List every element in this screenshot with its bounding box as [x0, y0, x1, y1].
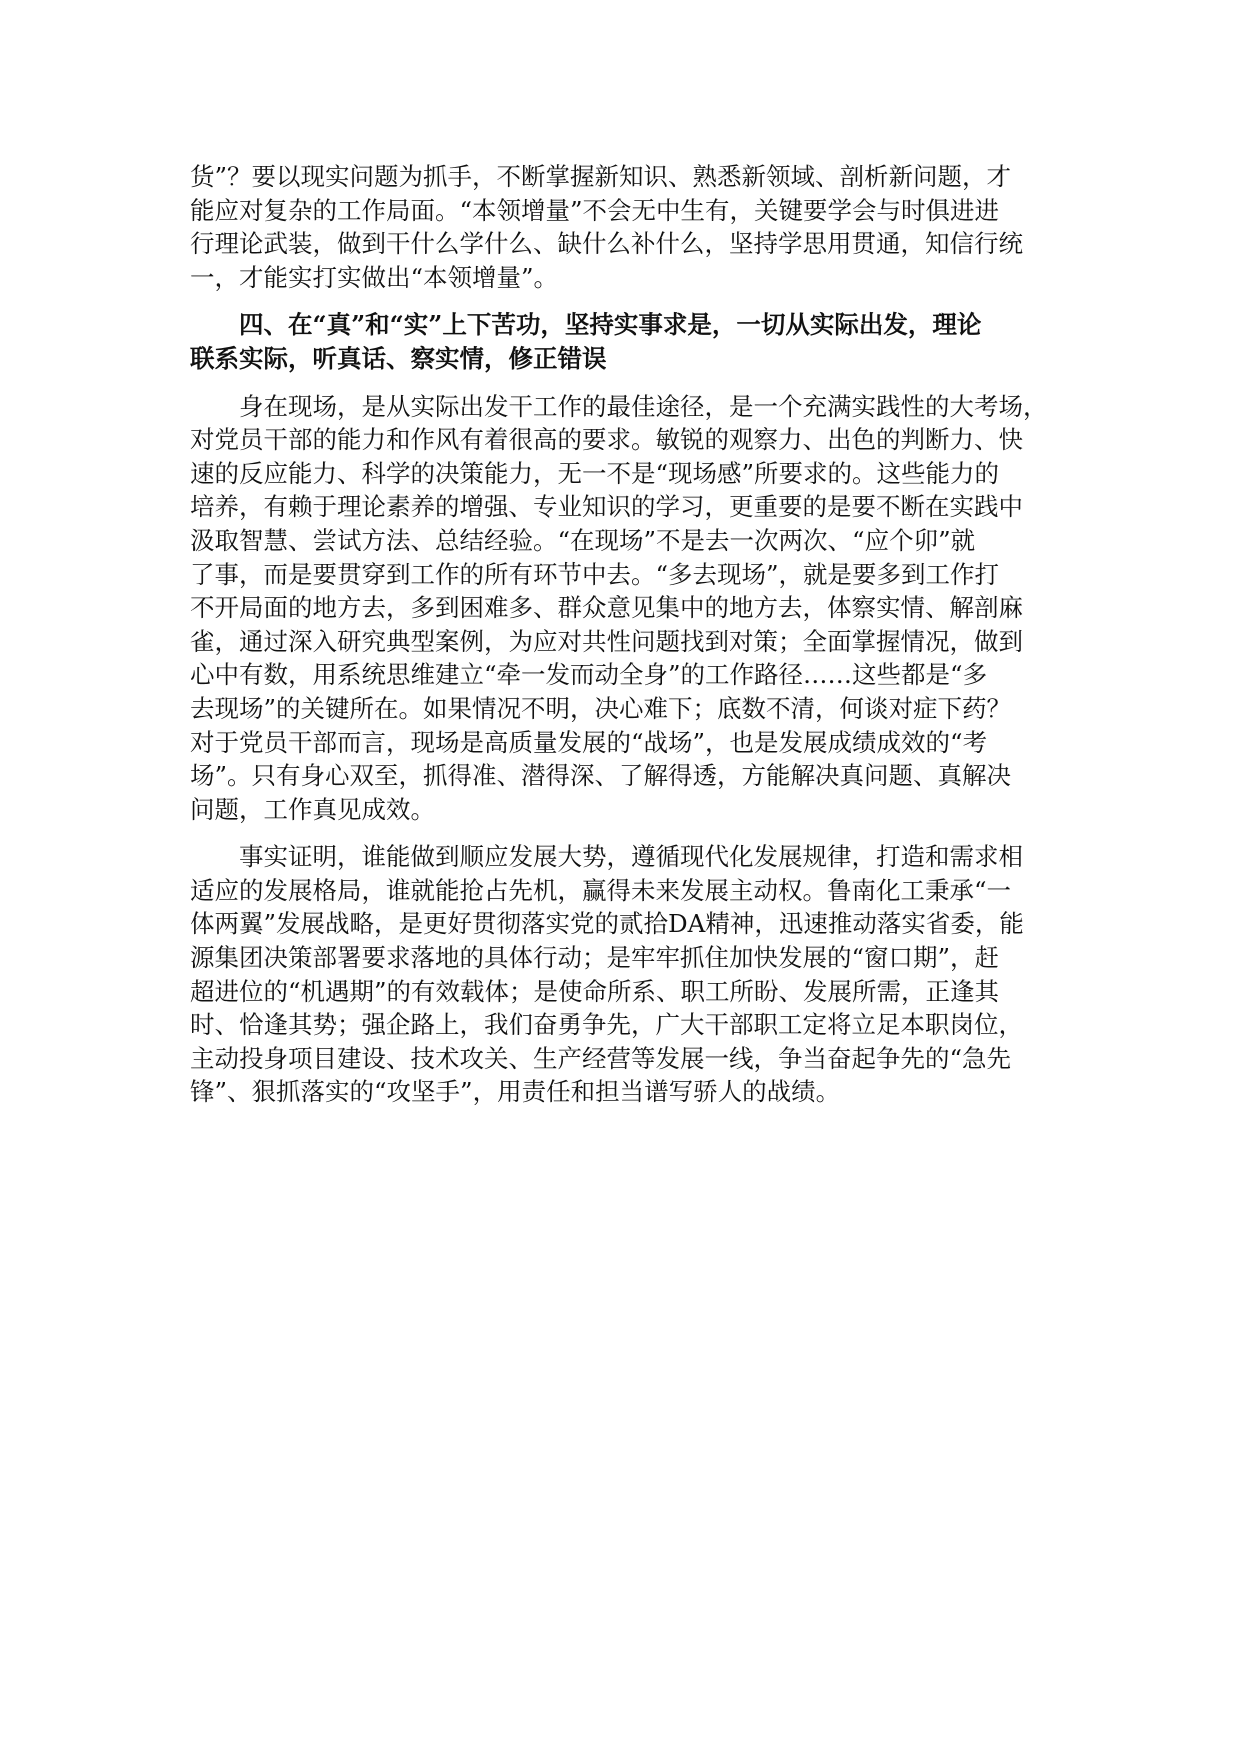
page-body — [190, 160, 1050, 1109]
text-line: 事实证明，谁能做到顺应发展大势，遵循现代化发展规律，打造和需求相 — [239, 842, 1023, 872]
heading-line: 四、在“真”和“实”上下苦功，坚持实事求是，一切从实际出发，理论 — [239, 310, 982, 340]
text-line: 适应的发展格局，谁就能抢占先机，赢得未来发展主动权。鲁南化工秉承“一 — [190, 875, 1012, 905]
text-line: 对于党员干部而言，现场是高质量发展的“战场”，也是发展成绩成效的“考 — [190, 727, 988, 757]
text-line: 一，才能实打实做出“本领增量”。 — [190, 262, 559, 292]
text-line: 了事，而是要贯穿到工作的所有环节中去。“多去现场”，就是要多到工作打 — [190, 559, 1000, 589]
text-line: 雀，通过深入研究典型案例，为应对共性问题找到对策；全面掌握情况，做到 — [190, 626, 1023, 656]
text-line: 去现场”的关键所在。如果情况不明，决心难下；底数不清，何谈对症下药？ — [190, 693, 1012, 723]
text-line: 身在现场，是从实际出发干工作的最佳途径，是一个充满实践性的大考场， — [239, 391, 1048, 421]
text-line: 场”。只有身心双至，抓得准、潜得深、了解得透，方能解决真问题、真解决 — [190, 761, 1012, 791]
text-line: 速的反应能力、科学的决策能力，无一不是“现场感”所要求的。这些能力的 — [190, 458, 1000, 488]
paragraph-conclusion — [190, 840, 1050, 1109]
text-line: 问题，工作真见成效。 — [190, 794, 435, 824]
text-line: 心中有数，用系统思维建立“牵一发而动全身”的工作路径……这些都是“多 — [190, 660, 988, 690]
text-line: 超进位的“机遇期”的有效载体；是使命所系、职工所盼、发展所需，正逢其 — [190, 976, 1000, 1006]
paragraph-continued — [190, 160, 1050, 294]
text-line: 主动投身项目建设、技术攻关、生产经营等发展一线，争当奋起争先的“急先 — [190, 1043, 1012, 1073]
heading-line: 联系实际，听真话、察实情，修正错误 — [190, 343, 607, 373]
text-line: 对党员干部的能力和作风有着很高的要求。敏锐的观察力、出色的判断力、快 — [190, 425, 1023, 455]
text-line: 能应对复杂的工作局面。“本领增量”不会无中生有，关键要学会与时俱进进 — [190, 195, 1000, 225]
paragraph-on-site — [190, 390, 1050, 827]
text-line: 体两翼”发展战略，是更好贯彻落实党的贰拾DA精神，迅速推动落实省委，能 — [190, 909, 1024, 939]
text-line: 时、恰逢其势；强企路上，我们奋勇争先，广大干部职工定将立足本职岗位， — [190, 1010, 1023, 1040]
text-line: 货”？要以现实问题为抓手，不断掌握新知识、熟悉新领域、剖析新问题，才 — [190, 162, 1012, 191]
text-line: 培养，有赖于理论素养的增强、专业知识的学习，更重要的是要不断在实践中 — [190, 492, 1023, 522]
text-line: 汲取智慧、尝试方法、总结经验。“在现场”不是去一次两次、“应个卯”就 — [190, 525, 976, 555]
text-line: 行理论武装，做到干什么学什么、缺什么补什么，坚持学思用贯通，知信行统 — [190, 229, 1023, 259]
text-line: 不开局面的地方去，多到困难多、群众意见集中的地方去，体察实情、解剖麻 — [190, 593, 1023, 623]
text-line: 源集团决策部署要求落地的具体行动；是牢牢抓住加快发展的“窗口期”，赶 — [190, 943, 1000, 973]
section-heading-4 — [190, 308, 1050, 375]
text-line: 锋”、狠抓落实的“攻坚手”，用责任和担当谱写骄人的战绩。 — [190, 1077, 841, 1107]
